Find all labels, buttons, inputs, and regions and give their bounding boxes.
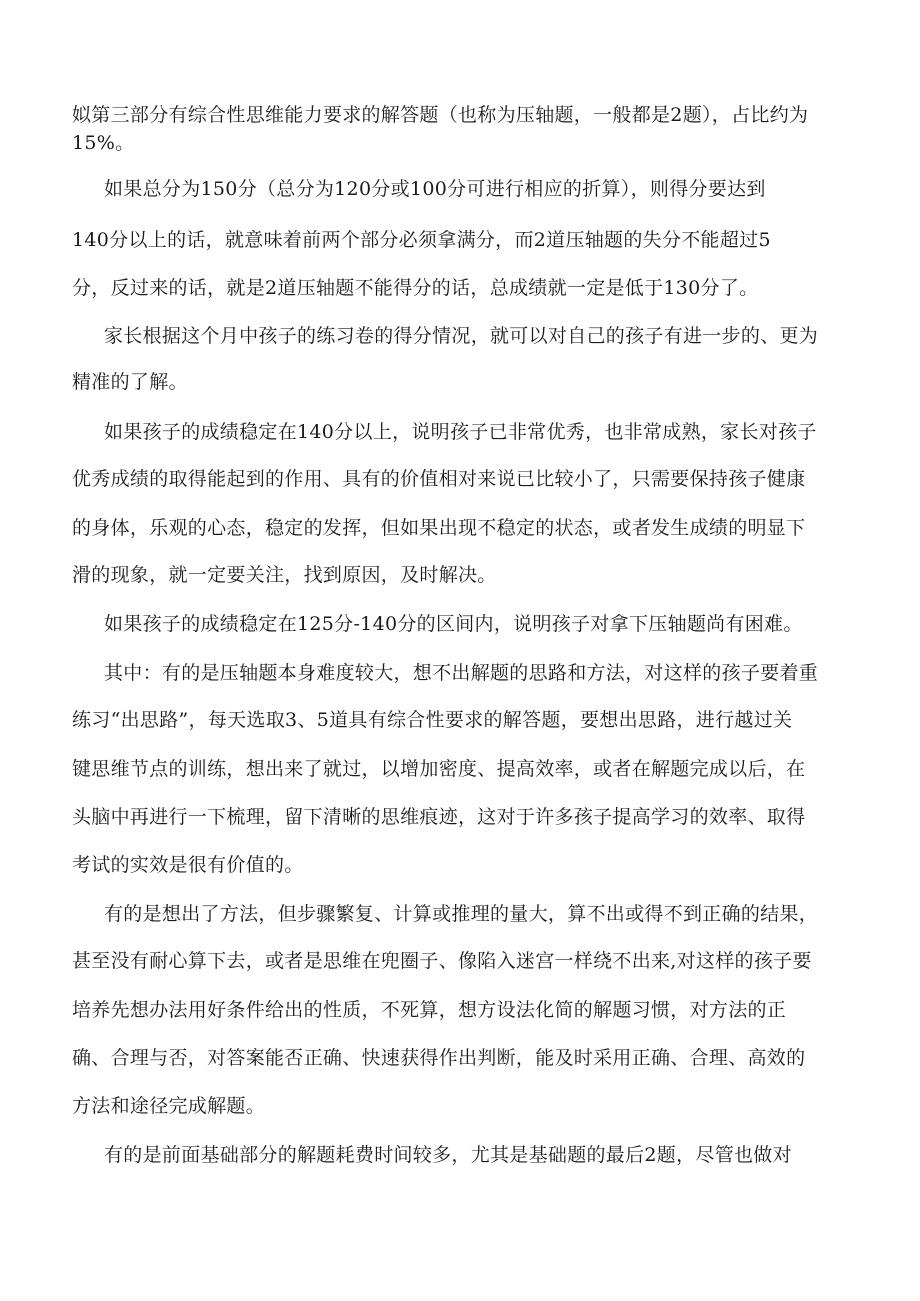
text-line: 精准的了解。 (72, 371, 188, 393)
text-line: 确、合理与否，对答案能否正确、快速获得作出判断，能及时采用正确、合理、高效的 (72, 1047, 806, 1069)
paragraph-start-line: 家长根据这个月中孩子的练习卷的得分情况，就可以对自己的孩子有进一步的、更为 (104, 325, 819, 347)
text-line: 优秀成绩的取得能起到的作用、具有的价值相对来说已比较小了，只需要保持孩子健康 (72, 468, 806, 490)
text-line: 滑的现象，就一定要关注，找到原因，及时解决。 (72, 564, 497, 586)
text-line: 甚至没有耐心算下去，或者是思维在兜圈子、像陷入迷宫一样绕不出来,对这样的孩子要 (72, 950, 812, 972)
text-line: 键思维节点的训练，想出来了就过，以增加密度、提高效率，或者在解题完成以后，在 (72, 758, 806, 780)
paragraph-start-line: 有的是想出了方法，但步骤繁复、计算或推理的量大，算不出或得不到正确的结果， (104, 903, 819, 925)
text-line: 考试的实效是很有价值的。 (72, 854, 304, 876)
text-line: 的身体，乐观的心态，稳定的发挥，但如果出现不稳定的状态，或者发生成绩的明显下 (72, 517, 806, 539)
text-line: 15%。 (72, 132, 135, 154)
text-line: 头脑中再进行一下梳理，留下清晰的思维痕迹，这对于许多孩子提高学习的效率、取得 (72, 806, 806, 828)
paragraph-start-line: 有的是前面基础部分的解题耗费时间较多，尤其是基础题的最后2题，尽管也做对 (104, 1144, 792, 1166)
paragraph-start-line: 其中：有的是压轴题本身难度较大，想不出解题的思路和方法，对这样的孩子要着重 (104, 662, 819, 684)
text-line: 姒第三部分有综合性思维能力要求的解答题（也称为压轴题，一般都是2题），占比约为 (72, 104, 809, 126)
paragraph-start-line: 如果总分为150分（总分为120分或100分可进行相应的折算），则得分要达到 (104, 178, 766, 200)
text-line: 方法和途径完成解题。 (72, 1095, 266, 1117)
paragraph-start-line: 如果孩子的成绩稳定在140分以上，说明孩子已非常优秀，也非常成熟，家长对孩子 (104, 421, 817, 443)
text-line: 分，反过来的话，就是2道压轴题不能得分的话，总成绩就一定是低于130分了。 (72, 277, 759, 299)
text-line: 培养先想办法用好条件给出的性质，不死算，想方设法化简的解题习惯，对方法的正 (72, 999, 787, 1021)
text-line: 练习“出思路”，每天选取3、5道具有综合性要求的解答题，要想出思路，进行越过关 (72, 709, 793, 731)
paragraph-start-line: 如果孩子的成绩稳定在125分-140分的区间内，说明孩子对拿下压轴题尚有困难。 (104, 613, 803, 635)
text-line: 140分以上的话，就意味着前两个部分必须拿满分，而2道压轴题的失分不能超过5 (72, 229, 771, 251)
